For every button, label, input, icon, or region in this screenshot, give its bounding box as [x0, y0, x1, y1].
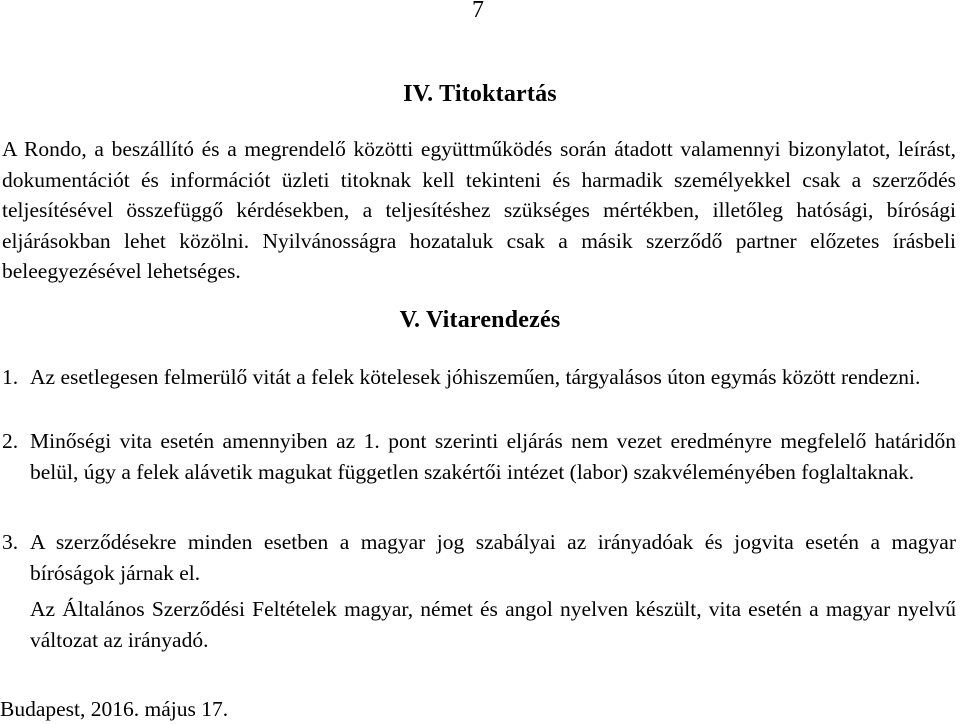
confidentiality-paragraph: A Rondo, a beszállító és a megrendelő közötti együttműködés során átadott valamennyi bizonylatot, leírást, dokumentációt és információt üzleti titoknak kell tekinteni és harmadik személyekkel csak a szerződés teljesítésével összefüggő kérdésekben, a teljesítéshez szükséges mértékben, illetőleg hatósági, bírósági eljárásokban lehet közölni. Nyilvánosságra hozataluk csak a másik szerződő partner előzetes írásbeli beleegyezésével lehetséges.	[2, 137, 956, 283]
list-item	[2, 362, 956, 393]
list-item-number: 3.	[2, 530, 19, 554]
list-item-text: A szerződésekre minden esetben a magyar jog szabályai az irányadóak és jogvita esetén a magyar bíróságok járnak el.	[30, 530, 956, 585]
list-item-number: 1.	[2, 365, 19, 389]
place-and-date: Budapest, 2016. május 17.	[0, 697, 229, 721]
section-heading-confidentiality: IV. Titoktartás	[403, 81, 557, 107]
list-item-number: 2.	[2, 429, 19, 453]
list-item-text: Minőségi vita esetén amennyiben az 1. pont szerinti eljárás nem vezet eredményre megfelelő határidőn belül, úgy a felek alávetik magukat független szakértői intézet (labor) szakvéleményében foglaltaknak.	[30, 429, 956, 484]
list-item-text: Az esetlegesen felmerülő vitát a felek kötelesek jóhiszeműen, tárgyalásos úton egymás között rendezni.	[30, 365, 921, 389]
list-item	[2, 426, 956, 487]
page-number: 7	[472, 0, 484, 23]
list-item	[2, 527, 956, 588]
language-clause-paragraph: Az Általános Szerződési Feltételek magyar, német és angol nyelven készült, vita esetén a magyar nyelvű változat az irányadó.	[30, 597, 956, 652]
section-heading-dispute-resolution: V. Vitarendezés	[399, 307, 561, 333]
